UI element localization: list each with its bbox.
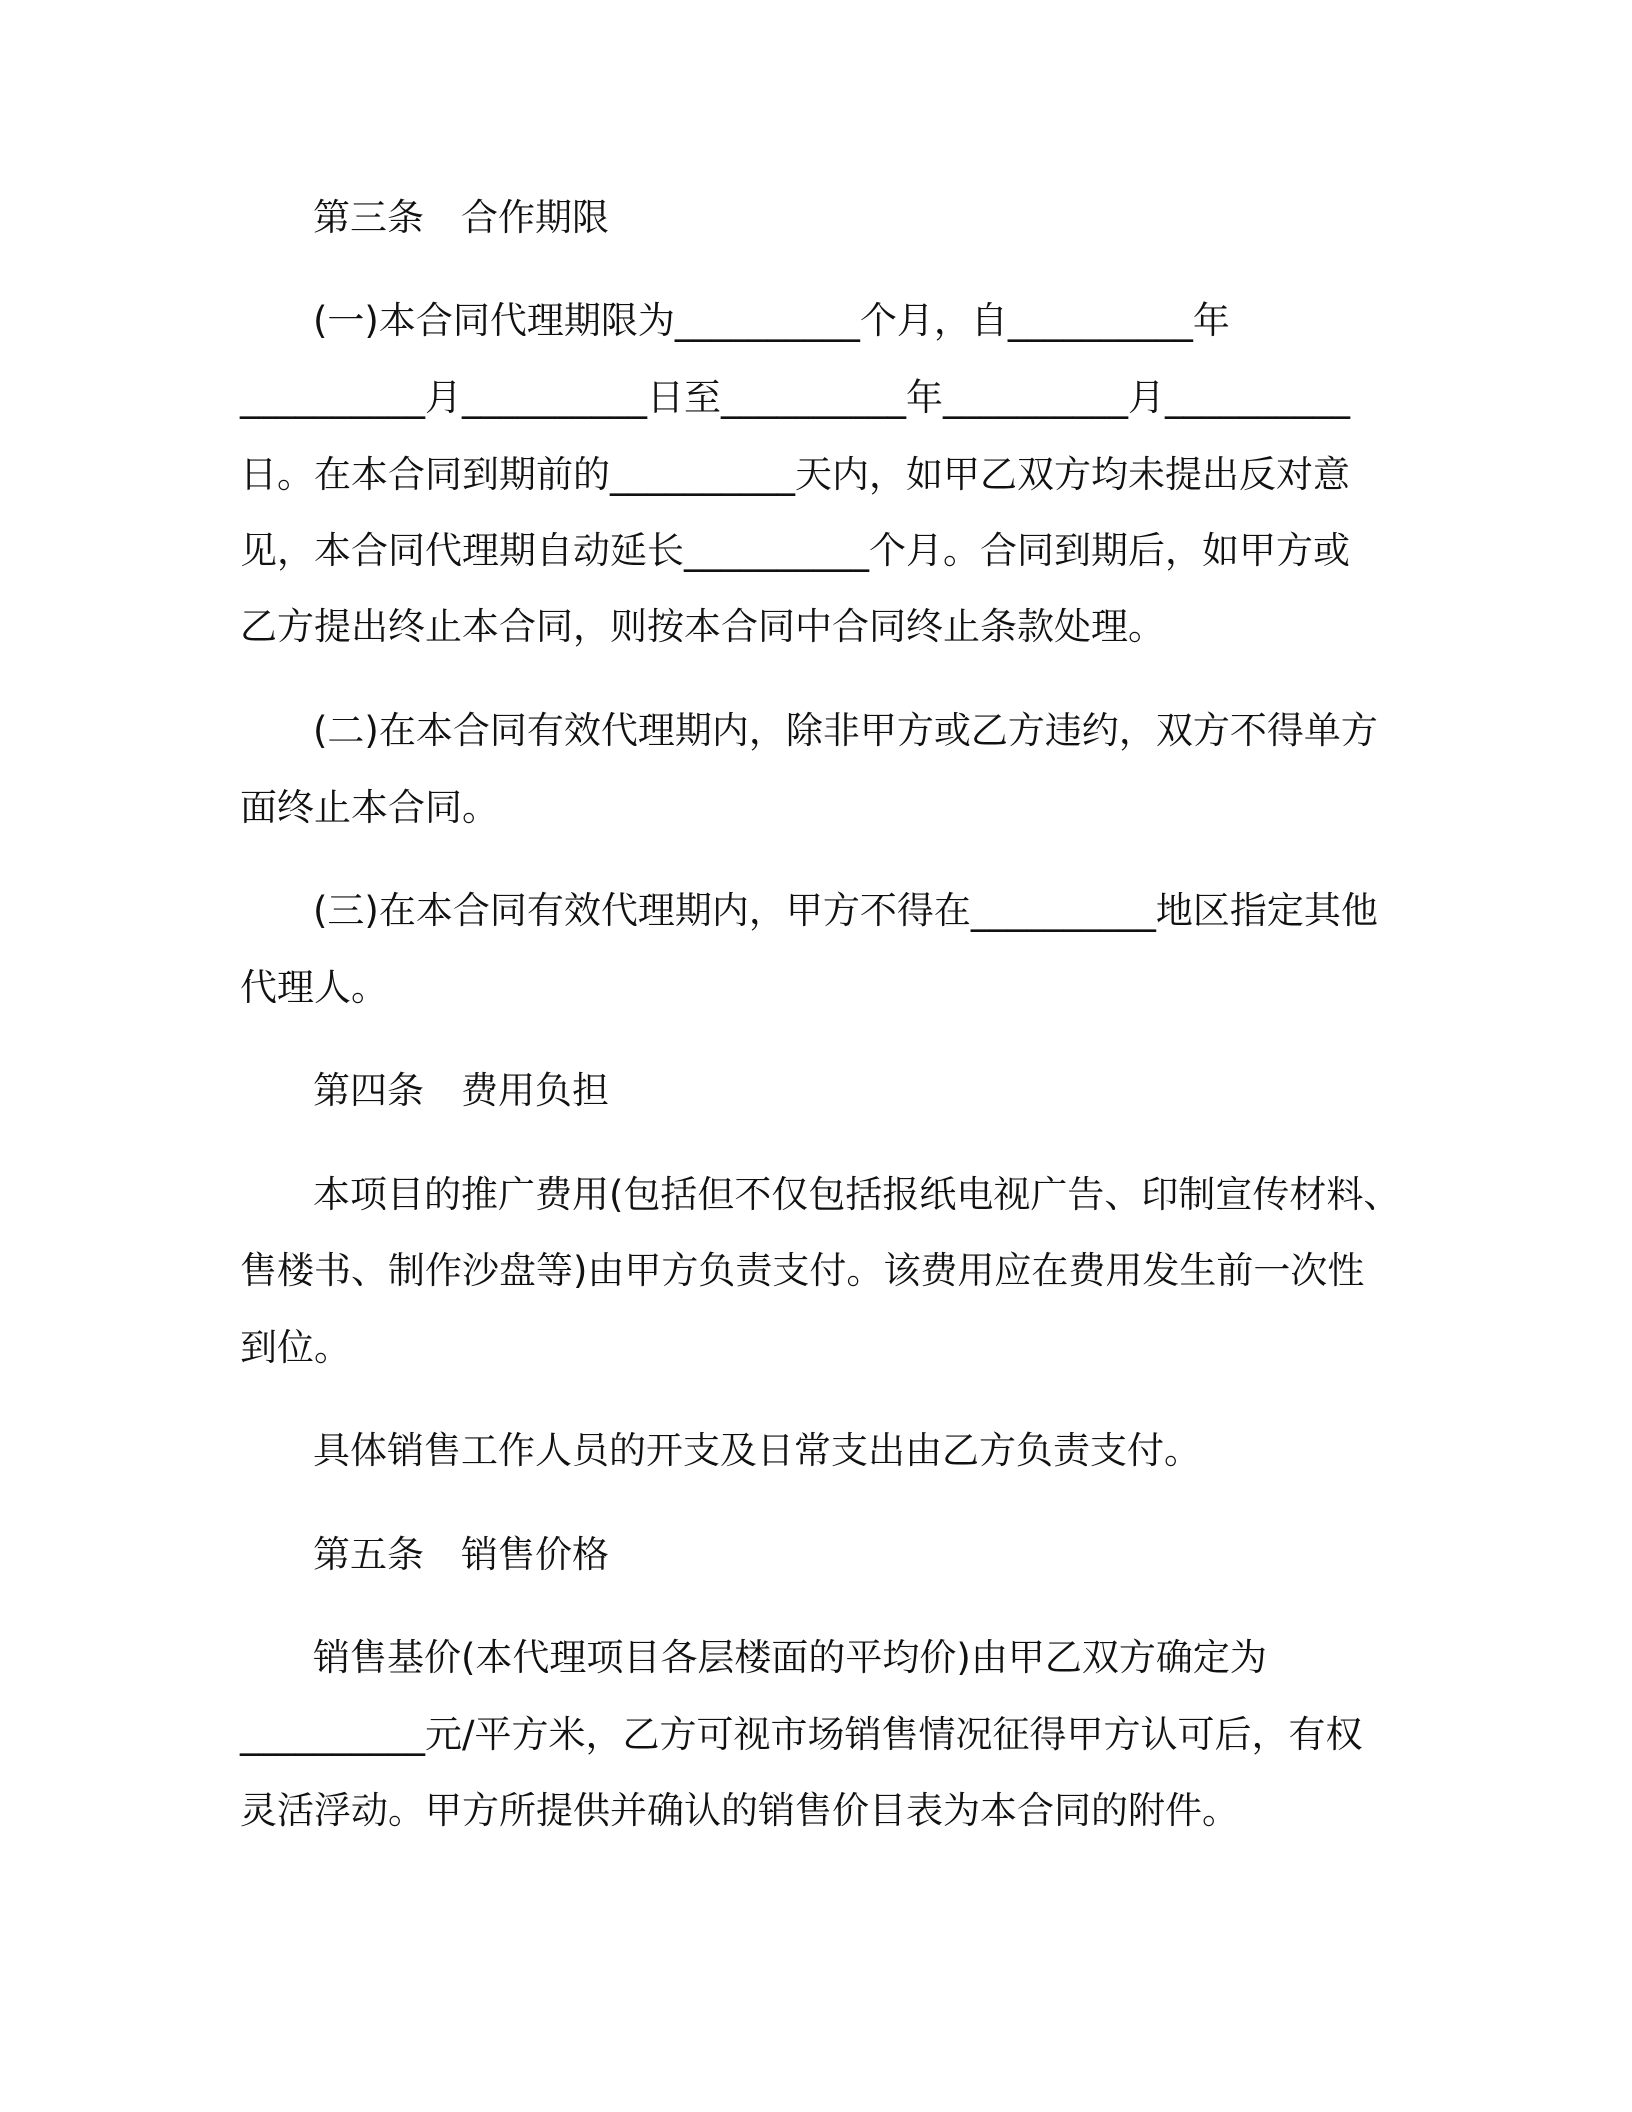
clause-3-1-line-1: (一)本合同代理期限为__________个月，自__________年 xyxy=(313,299,1230,342)
clause-3-2-line-1: (二)在本合同有效代理期内，除非甲方或乙方违约，双方不得单方 xyxy=(313,709,1378,752)
article-5-para-line-3: 灵活浮动。甲方所提供并确认的销售价目表为本合同的附件。 xyxy=(240,1789,1239,1832)
article-4-para-1-line-3: 到位。 xyxy=(240,1326,351,1369)
clause-3-2-line-2: 面终止本合同。 xyxy=(240,786,499,829)
clause-3-3-line-2: 代理人。 xyxy=(240,966,388,1009)
clause-3-1-line-3: 日。在本合同到期前的__________天内，如甲乙双方均未提出反对意 xyxy=(240,453,1350,496)
clause-3-3-line-1: (三)在本合同有效代理期内，甲方不得在__________地区指定其他 xyxy=(313,889,1378,932)
article-4-para-2: 具体销售工作人员的开支及日常支出由乙方负责支付。 xyxy=(313,1429,1201,1472)
article-4-heading: 第四条 费用负担 xyxy=(313,1069,609,1112)
clause-3-1-line-5: 乙方提出终止本合同，则按本合同中合同终止条款处理。 xyxy=(240,605,1165,648)
article-3-heading: 第三条 合作期限 xyxy=(313,196,609,239)
article-5-para-line-2: __________元/平方米，乙方可视市场销售情况征得甲方认可后，有权 xyxy=(240,1713,1363,1756)
article-4-para-1-line-2: 售楼书、制作沙盘等)由甲方负责支付。该费用应在费用发生前一次性 xyxy=(240,1249,1365,1292)
article-5-para-line-1: 销售基价(本代理项目各层楼面的平均价)由甲乙双方确定为 xyxy=(313,1636,1267,1679)
article-5-heading: 第五条 销售价格 xyxy=(313,1533,609,1576)
clause-3-1-line-2: __________月__________日至__________年__________月__________ xyxy=(240,376,1350,419)
clause-3-1-line-4: 见，本合同代理期自动延长__________个月。合同到期后，如甲方或 xyxy=(240,529,1350,572)
article-4-para-1-line-1: 本项目的推广费用(包括但不仅包括报纸电视广告、印制宣传材料、 xyxy=(313,1173,1401,1216)
